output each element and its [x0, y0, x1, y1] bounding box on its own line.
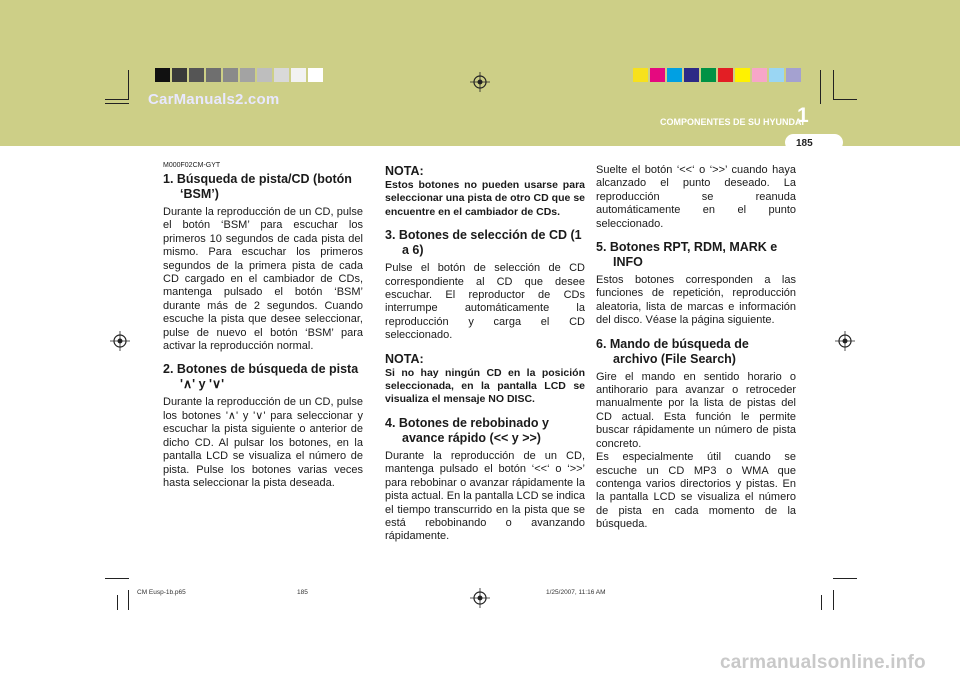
section-2-title: 2. Botones de búsqueda de pista '∧' y '∨' [163, 362, 359, 392]
color-swatch [752, 68, 767, 82]
color-calibration-bar [633, 68, 801, 82]
registration-mark-icon [470, 72, 490, 92]
color-swatch [206, 68, 221, 82]
crop-mark [833, 99, 857, 100]
section-4-continued: Suelte el botón ‘<<‘ o ‘>>’ cuando haya alcanzado el punto deseado. La reproducción se reanuda automáticamente en el punto seleccionado. [596, 164, 796, 230]
section-6-body-2: Es especialmente útil cuando se escuche un CD MP3 o WMA que contenga varios directorios y pistas. En la pantalla LCD se visualiza el número de pista en cada momento de la búsqueda. [596, 451, 796, 531]
section-6-body-1: Gire el mando en sentido horario o antihorario para avanzar o retroceder manualmente por la lista de pistas del CD actual. Esta función le permite buscar rápidamente un número de pista concreto. [596, 370, 796, 450]
note-2-text: Si no hay ningún CD en la posición seleccionada, en la pantalla LCD se visualiza el mensaje NO DISC. [385, 366, 585, 406]
crop-mark [833, 578, 857, 579]
color-swatch [257, 68, 272, 82]
color-swatch [769, 68, 784, 82]
registration-mark-icon [110, 331, 130, 351]
section-1-title: 1. Búsqueda de pista/CD (botón ‘BSM’) [163, 172, 352, 201]
crop-mark [820, 70, 821, 104]
crop-mark [128, 70, 129, 100]
color-swatch [274, 68, 289, 82]
footer-file-name: CM Eusp-1b.p65 [137, 589, 186, 596]
color-swatch [291, 68, 306, 82]
crop-mark [821, 595, 822, 610]
footer-datetime: 1/25/2007, 11:16 AM [546, 589, 606, 596]
section-2-body: Durante la reproducción de un CD, pulse los botones '∧' y '∨' para seleccionar y escuchar la pista siguiente o anterior de dicho CD. Al pulsar los botones, en la pantalla LCD se visualiza el número de pista. Pulse los botones varias veces hasta seleccionar la pista deseada. [163, 396, 363, 489]
color-swatch [189, 68, 204, 82]
section-4-title: 4. Botones de rebobinado y avance rápido (<< y >>) [385, 415, 549, 445]
watermark-bottom[interactable]: carmanualsonline.info [720, 652, 926, 673]
color-swatch [240, 68, 255, 82]
note-1-title: NOTA: [385, 164, 424, 178]
crop-mark [128, 590, 129, 610]
color-swatch [308, 68, 323, 82]
page-number-tab [785, 134, 843, 151]
section-5-body: Estos botones corresponden a las funciones de repetición, reproducción aleatoria, lista de marcas e información del disco. Véase la página siguiente. [596, 274, 796, 327]
color-swatch [786, 68, 801, 82]
section-1-body: Durante la reproducción de un CD, pulse el botón ‘BSM’ para escuchar los primeros 10 segundos de cada pista del mismo. Para escuchar los primeros segundos de la primera pista de cada CD cargado en el cambiador de CDs, mantenga pulsado el botón ‘BSM’ durante más de 2 segundos. Cuando escuche la pista que desee seleccionar, pulse de nuevo el botón ‘BSM’ para activar la reproducción normal. [163, 206, 363, 353]
footer-page: 185 [297, 589, 308, 596]
color-swatch [701, 68, 716, 82]
section-title: COMPONENTES DE SU HYUNDAI [660, 117, 805, 127]
section-4-body: Durante la reproducción de un CD, mantenga pulsado el botón ‘<<‘ o ‘>>’ para rebobinar o avanzar rápidamente la pista actual. En la pantalla LCD se indica el tiempo transcurrido en la pista que se está rebobinando o avanzando rápidamente. [385, 449, 585, 543]
watermark-top[interactable]: CarManuals2.com [148, 91, 280, 108]
column-3 [596, 164, 796, 541]
crop-mark [833, 590, 834, 610]
page-number: 185 [796, 138, 813, 149]
color-swatch [718, 68, 733, 82]
section-3-body: Pulse el botón de selección de CD correspondiente al CD que desee escuchar. El reproductor de CDs interrumpe automáticamente la reproducción y carga el CD seleccionado. [385, 262, 585, 342]
color-swatch [650, 68, 665, 82]
section-3-title: 3. Botones de selección de CD (1 a 6) [385, 228, 582, 258]
color-swatch [172, 68, 187, 82]
color-swatch [633, 68, 648, 82]
note-1-text: Estos botones no pueden usarse para seleccionar una pista de otro CD que se encuentre en el cambiador de CDs. [385, 179, 585, 218]
column-2 [385, 162, 585, 553]
section-6-title: 6. Mando de búsqueda de archivo (File Search) [596, 336, 749, 366]
note-2-title: NOTA: [385, 351, 424, 366]
registration-mark-icon [470, 588, 490, 608]
section-number: 1 [797, 104, 809, 127]
column-1 [163, 162, 363, 499]
crop-mark [105, 578, 129, 579]
color-swatch [667, 68, 682, 82]
crop-mark [105, 103, 129, 104]
color-swatch [735, 68, 750, 82]
section-5-title: 5. Botones RPT, RDM, MARK e INFO [596, 240, 778, 270]
grayscale-color-bar [155, 68, 323, 82]
crop-mark [105, 99, 129, 100]
registration-mark-icon [835, 331, 855, 351]
color-swatch [684, 68, 699, 82]
doc-code: M000F02CM-GYT [163, 162, 221, 169]
color-swatch [223, 68, 238, 82]
crop-mark [117, 595, 118, 610]
color-swatch [155, 68, 170, 82]
crop-mark [833, 70, 834, 100]
